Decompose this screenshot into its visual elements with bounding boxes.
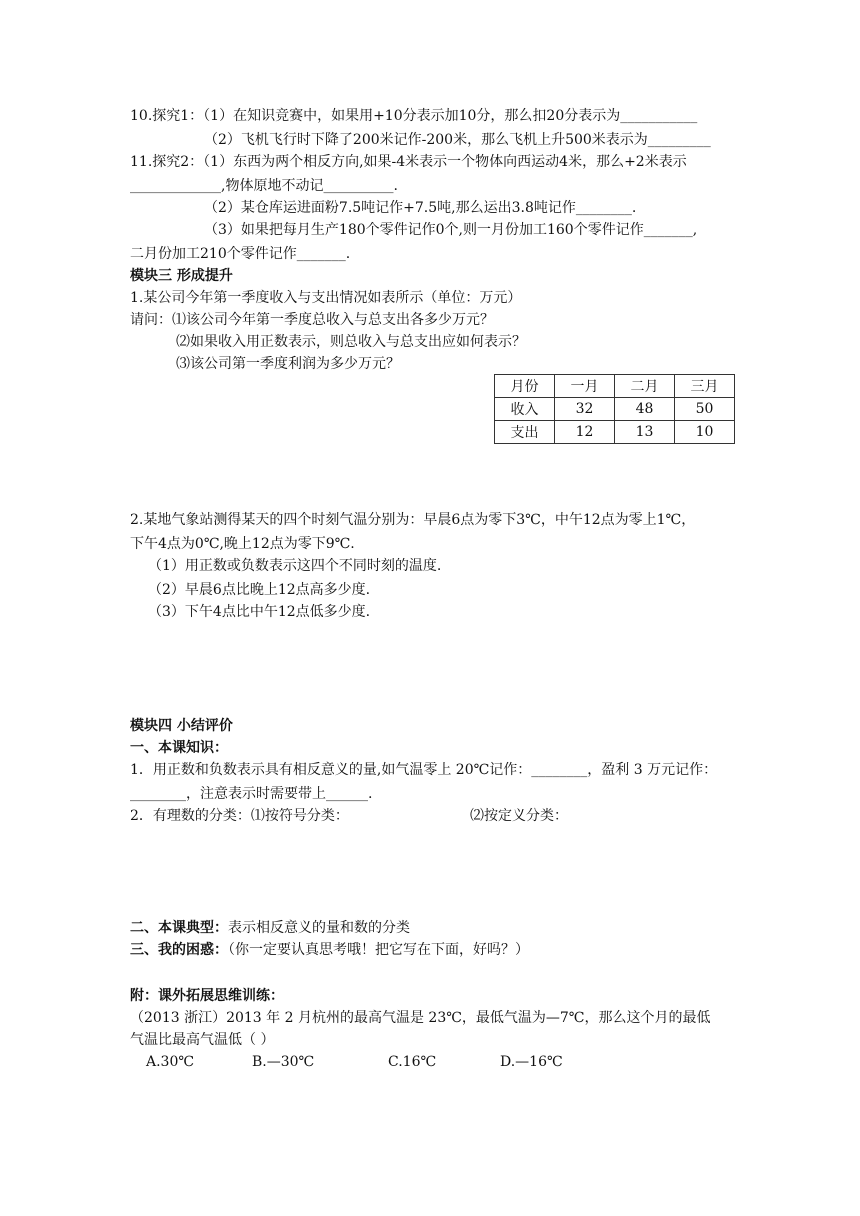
option-c: C.16℃ [388, 1054, 437, 1070]
table-header-row [495, 375, 735, 398]
table-cell: 50 [675, 398, 735, 421]
question-2-part1: （1）用正数或负数表示这四个不同时刻的温度. [148, 558, 442, 574]
extension-question-line2: 气温比最高气温低（ ） [130, 1032, 275, 1048]
table-header-cell: 三月 [675, 375, 735, 398]
module-4-heading: 模块四 小结评价 [130, 718, 233, 734]
extension-question-line1: （2013 浙江）2013 年 2 月杭州的最高气温是 23℃，最低气温为—7℃，那么这个月的最低 [130, 1010, 711, 1026]
question-1-part1: 请问：⑴该公司今年第一季度总收入与总支出各多少万元？ [130, 312, 494, 328]
exercise-11-line4: （3）如果把每月生产180个零件记作0个,则一月份加工160个零件记作_______, [204, 222, 698, 238]
income-expense-table [494, 374, 735, 444]
option-a: A.30℃ [146, 1054, 195, 1070]
question-2-part2: （2）早晨6点比晚上12点高多少度. [148, 582, 371, 598]
exercise-10-line2: （2）飞机飞行时下降了200米记作-200米，那么飞机上升500米表示为_________ [204, 132, 711, 148]
section-2-text: 表示相反意义的量和数的分类 [228, 920, 410, 936]
extension-heading: 附：课外拓展思维训练： [130, 988, 284, 1004]
question-2-part3: （3）下午4点比中午12点低多少度. [148, 604, 371, 620]
option-d: D.—16℃ [500, 1054, 563, 1070]
section-3-line [130, 940, 529, 960]
summary-item-2: 2．有理数的分类：⑴按符号分类： [130, 808, 349, 824]
table-row [495, 421, 735, 444]
question-1-part3: ⑶该公司第一季度利润为多少万元？ [176, 356, 400, 372]
table-cell: 收入 [495, 398, 555, 421]
table-cell: 48 [615, 398, 675, 421]
question-2-stem-cont: 下午4点为0℃,晚上12点为零下9℃. [130, 536, 355, 552]
summary-item-1-line2: ________，注意表示时需要带上______. [130, 786, 373, 802]
summary-item-2-b: ⑵按定义分类： [470, 808, 568, 824]
table-cell: 支出 [495, 421, 555, 444]
module-3-heading: 模块三 形成提升 [130, 268, 233, 284]
exercise-11-line1: 11.探究2：（1）东西为两个相反方向,如果-4米表示一个物体向西运动4米，那么+2米表示 [130, 154, 687, 170]
table-cell: 12 [555, 421, 615, 444]
exercise-11-line2: _____________,物体原地不动记__________. [130, 178, 398, 194]
option-b: B.—30℃ [252, 1054, 315, 1070]
exercise-10-line1: 10.探究1：（1）在知识竞赛中，如果用+10分表示加10分，那么扣20分表示为___________ [130, 108, 698, 124]
summary-item-1-line1: 1．用正数和负数表示具有相反意义的量,如气温零上 20℃记作：________，盈利 3 万元记作： [130, 762, 718, 778]
table-header-cell: 一月 [555, 375, 615, 398]
exercise-11-line5: 二月份加工210个零件记作_______. [130, 246, 351, 262]
table-cell: 13 [615, 421, 675, 444]
section-3-text: （你一定要认真思考哦！把它写在下面，好吗？） [228, 942, 529, 958]
table-header-cell: 月份 [495, 375, 555, 398]
question-1-part2: ⑵如果收入用正数表示，则总收入与总支出应如何表示？ [176, 334, 526, 350]
section-3-heading: 三、我的困惑： [130, 942, 228, 958]
question-2-stem: 2.某地气象站测得某天的四个时刻气温分别为：早晨6点为零下3℃，中午12点为零上1℃， [130, 512, 696, 528]
exercise-11-line3: （2）某仓库运进面粉7.5吨记作+7.5吨,那么运出3.8吨记作________. [204, 200, 637, 216]
section-2-heading: 二、本课典型： [130, 920, 228, 936]
table-cell: 32 [555, 398, 615, 421]
section-2-line [130, 918, 410, 938]
table-header-cell: 二月 [615, 375, 675, 398]
section-1-heading: 一、本课知识： [130, 740, 228, 756]
table-cell: 10 [675, 421, 735, 444]
table-row [495, 398, 735, 421]
question-1-stem: 1.某公司今年第一季度收入与支出情况如表所示（单位：万元） [130, 290, 522, 306]
